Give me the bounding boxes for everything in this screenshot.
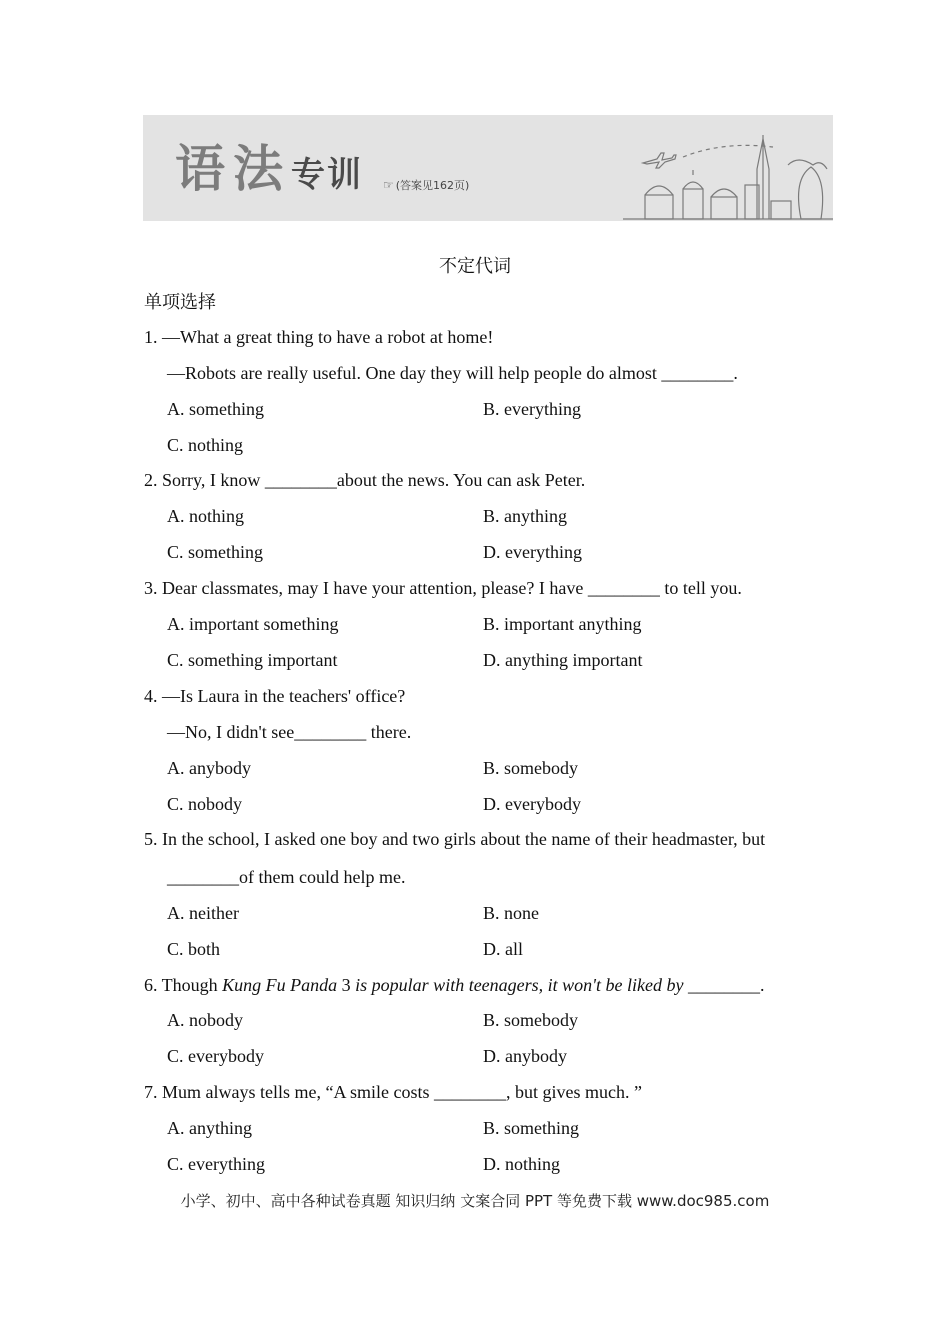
question-7-option-d: D. nothing [483,1154,561,1174]
question-6-option-c: C. everybody [167,1046,264,1066]
question-6-stem [144,973,765,997]
question-6-option-a: A. nobody [167,1010,243,1030]
question-5-option-d: D. all [483,939,523,959]
answer-note [383,177,469,193]
pointing-hand-icon: ☞ [383,178,394,192]
question-1-option-b: B. everything [483,399,581,419]
answer-note-text: (答案见162页) [395,179,470,192]
question-6-option-d: D. anybody [483,1046,567,1066]
question-4-reply: —No, I didn't see________ there. [167,722,412,742]
question-3-option-d: D. anything important [483,650,643,670]
airplane-icon [643,153,676,168]
footer-ad: 小学、初中、高中各种试卷真题 知识归纳 文案合同 PPT 等免费下载 www.doc985.com [180,1192,770,1210]
question-4-option-b: B. somebody [483,758,579,778]
question-7-option-b: B. something [483,1118,580,1138]
question-4-option-c: C. nobody [167,794,243,814]
question-5-option-c: C. both [167,939,221,959]
question-6-movie-title: Kung Fu Panda [222,975,338,995]
question-1-reply: —Robots are really useful. One day they will help people do almost ________. [167,363,738,383]
city-skyline-illustration [623,115,833,221]
section-heading: 单项选择 [144,292,216,313]
question-3-option-c: C. something important [167,650,338,670]
header-banner [143,115,833,221]
question-6-blank: ________. [683,975,765,995]
banner-title-small: 专训 [291,155,363,195]
question-5-stem-continued: ________of them could help me. [167,867,406,887]
question-2-option-c: C. something [167,542,264,562]
question-4-option-a: A. anybody [167,758,251,778]
question-3-option-a: A. important something [167,614,339,634]
question-5-option-a: A. neither [167,903,239,923]
banner-title [175,139,363,205]
page-title: 不定代词 [439,256,511,277]
question-7-option-a: A. anything [167,1118,252,1138]
question-7-option-c: C. everything [167,1154,265,1174]
question-1-option-a: A. something [167,399,264,419]
question-6-number: 3 [337,975,356,995]
question-2-option-d: D. everything [483,542,582,562]
question-2-stem: 2. Sorry, I know ________about the news. You can ask Peter. [144,470,586,490]
question-3-option-b: B. important anything [483,614,642,634]
question-1-stem: 1. —What a great thing to have a robot at home! [144,327,494,347]
question-6-prefix: 6. Though [144,975,223,995]
question-2-option-b: B. anything [483,506,567,526]
question-6-rest: is popular with teenagers, it won't be liked by [355,975,684,995]
question-7-stem: 7. Mum always tells me, “A smile costs ________, but gives much. ” [144,1082,642,1102]
question-1-option-c: C. nothing [167,435,244,455]
question-3-stem: 3. Dear classmates, may I have your attention, please? I have ________ to tell you. [144,578,742,598]
question-5-stem: 5. In the school, I asked one boy and two girls about the name of their headmaster, but [144,829,766,849]
question-4-stem: 4. —Is Laura in the teachers' office? [144,686,406,706]
question-2-option-a: A. nothing [167,506,245,526]
question-6-option-b: B. somebody [483,1010,579,1030]
banner-title-big: 语法 [175,139,291,198]
question-4-option-d: D. everybody [483,794,581,814]
question-5-option-b: B. none [483,903,539,923]
